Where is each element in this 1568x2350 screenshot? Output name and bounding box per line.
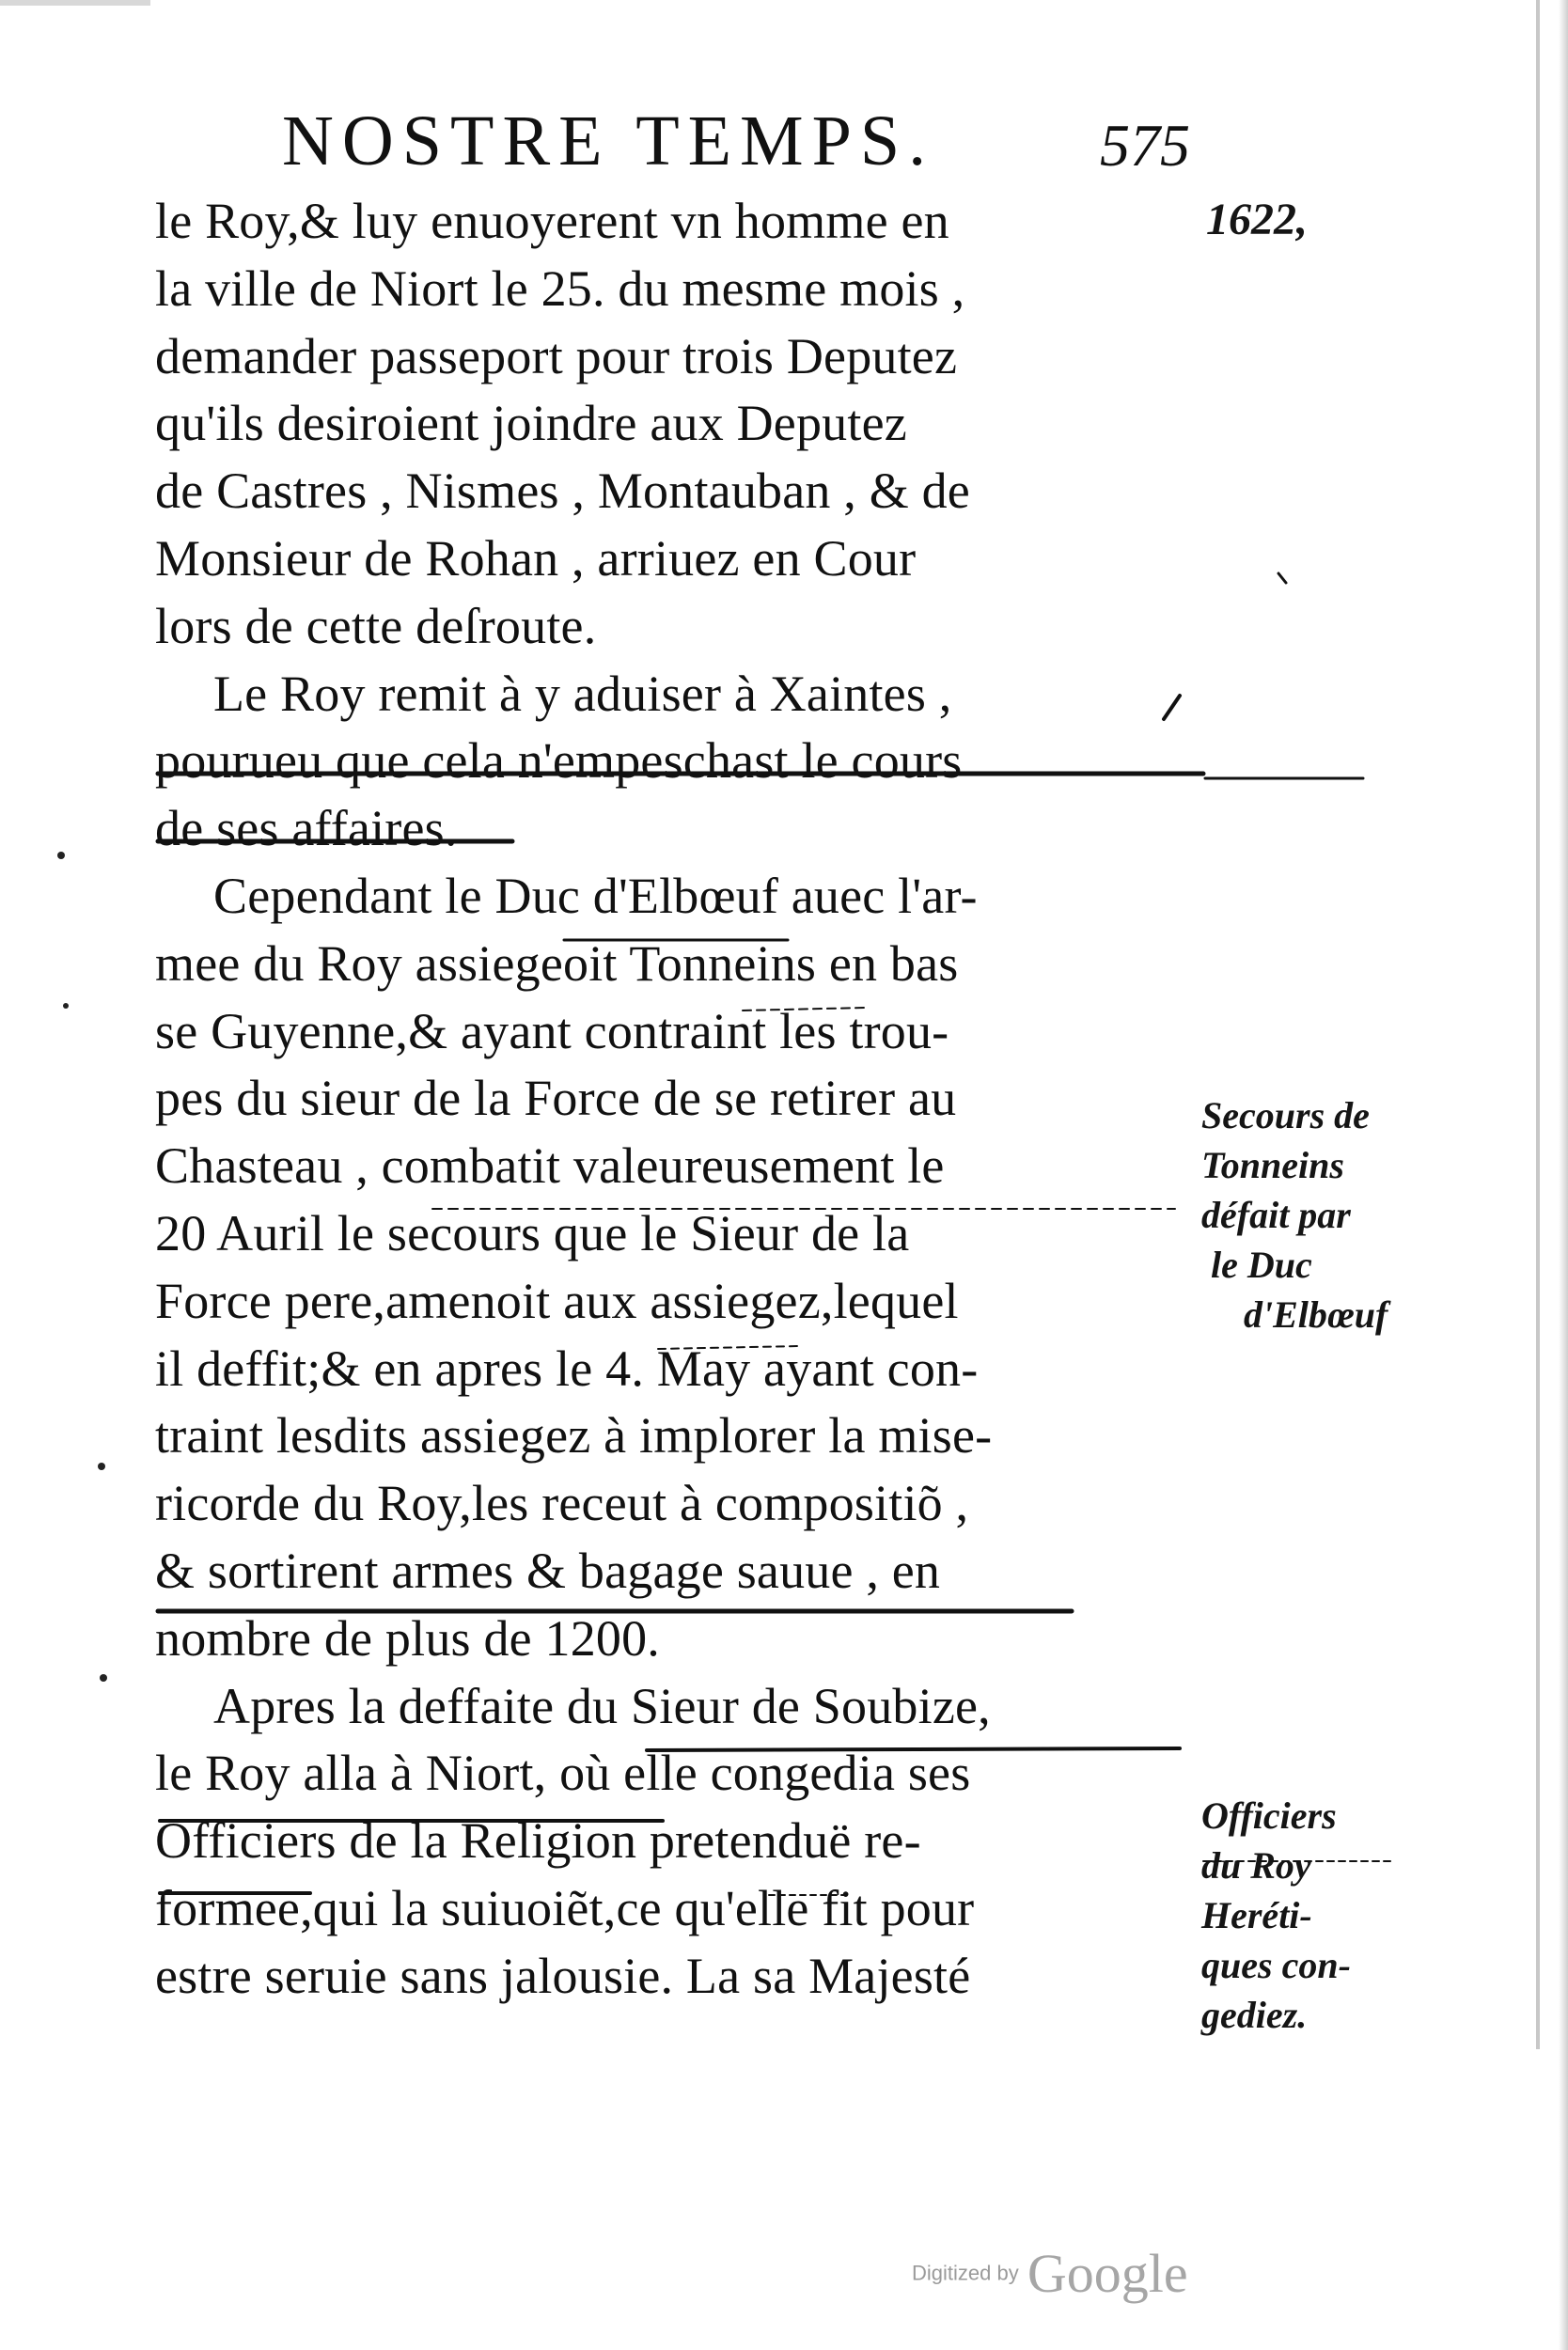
text-line: traint lesdits assiegez à implorer la mise- <box>155 1407 993 1465</box>
text-line: estre seruie sans jalousie. La sa Majesté <box>155 1947 971 2004</box>
margin-note-line: du Roy <box>1201 1844 1311 1887</box>
margin-note-line: Heréti- <box>1201 1894 1312 1936</box>
text-line: Apres la deffaite du Sieur de Soubize, <box>213 1677 991 1734</box>
scan-edge-top <box>0 0 150 6</box>
text-line: & sortirent armes & bagage sauue , en <box>155 1542 941 1599</box>
margin-note-secours <box>1201 1090 1388 1340</box>
digitized-label: Digitized by <box>912 2261 1019 2285</box>
digitized-by-google-watermark <box>912 2242 1188 2305</box>
text-line: Officiers de la Religion pretenduë re- <box>155 1812 921 1870</box>
margin-note-line: gediez. <box>1201 1994 1308 2036</box>
text-line: le Roy,& luy enuoyerent vn homme en <box>155 193 949 249</box>
text-line: la ville de Niort le 25. du mesme mois , <box>155 259 965 317</box>
text-line: ricorde du Roy,les receut à compositiõ , <box>155 1475 969 1532</box>
text-line: 20 Auril le secours que le Sieur de la <box>155 1204 910 1261</box>
text-line: formee,qui la suiuoiẽt,ce qu'elle fit pour <box>155 1879 975 1936</box>
margin-note-line: Tonneins <box>1201 1144 1344 1186</box>
margin-note-line: défait par <box>1201 1194 1351 1236</box>
margin-note-line: le Duc <box>1211 1244 1312 1286</box>
text-line: de ses affaires. <box>155 800 458 857</box>
ink-dot <box>98 1463 105 1470</box>
scan-edge-right <box>1559 0 1568 2350</box>
running-head-title: NOSTRE TEMPS. <box>282 102 935 180</box>
text-line: de Castres , Nismes , Montauban , & de <box>155 462 970 520</box>
text-line: Force pere,amenoit aux assiegez,lequel <box>155 1272 959 1329</box>
text-line: se Guyenne,& ayant contraint les trou- <box>155 1002 949 1059</box>
margin-note-line: Secours de <box>1201 1094 1370 1136</box>
tick-mark <box>1278 573 1286 583</box>
text-line: Cependant le Duc d'Elbœuf auec l'ar- <box>213 867 978 924</box>
text-line: Le Roy remit à y aduiser à Xaintes , <box>213 665 952 722</box>
text-line: il deffit;& en apres le 4. May ayant con- <box>155 1340 979 1397</box>
text-line: pes du sieur de la Force de se retirer au <box>155 1070 957 1127</box>
text-line: demander passeport pour trois Deputez <box>155 327 958 384</box>
body-text <box>155 188 1199 2011</box>
text-line: qu'ils desiroient joindre aux Deputez <box>155 395 907 452</box>
margin-year: 1622, <box>1206 195 1308 244</box>
margin-note-line: Officiers <box>1201 1794 1337 1837</box>
scan-edge-right-line <box>1536 0 1540 2049</box>
page-number: 575 <box>1100 112 1190 179</box>
margin-note-line: d'Elbœuf <box>1244 1293 1388 1336</box>
margin-note-officiers <box>1201 1791 1351 2040</box>
text-line: nombre de plus de 1200. <box>155 1609 661 1667</box>
ink-dot <box>63 1003 69 1009</box>
google-logo: Google <box>1027 2243 1188 2304</box>
text-line: Chasteau , combatit valeureusement le <box>155 1137 945 1195</box>
ink-dot <box>57 852 65 859</box>
text-line: le Roy alla à Niort, où elle congedia ses <box>155 1745 971 1802</box>
margin-note-line: ques con- <box>1201 1944 1351 1986</box>
text-line: pourueu que cela n'empeschast le cours <box>155 732 963 790</box>
text-line: lors de cette deſroute. <box>155 597 597 654</box>
ink-dot <box>100 1674 107 1682</box>
running-head <box>0 99 1568 183</box>
text-line: mee du Roy assiegeoit Tonneins en bas <box>155 934 959 992</box>
text-line: Monsieur de Rohan , arriuez en Cour <box>155 529 917 587</box>
